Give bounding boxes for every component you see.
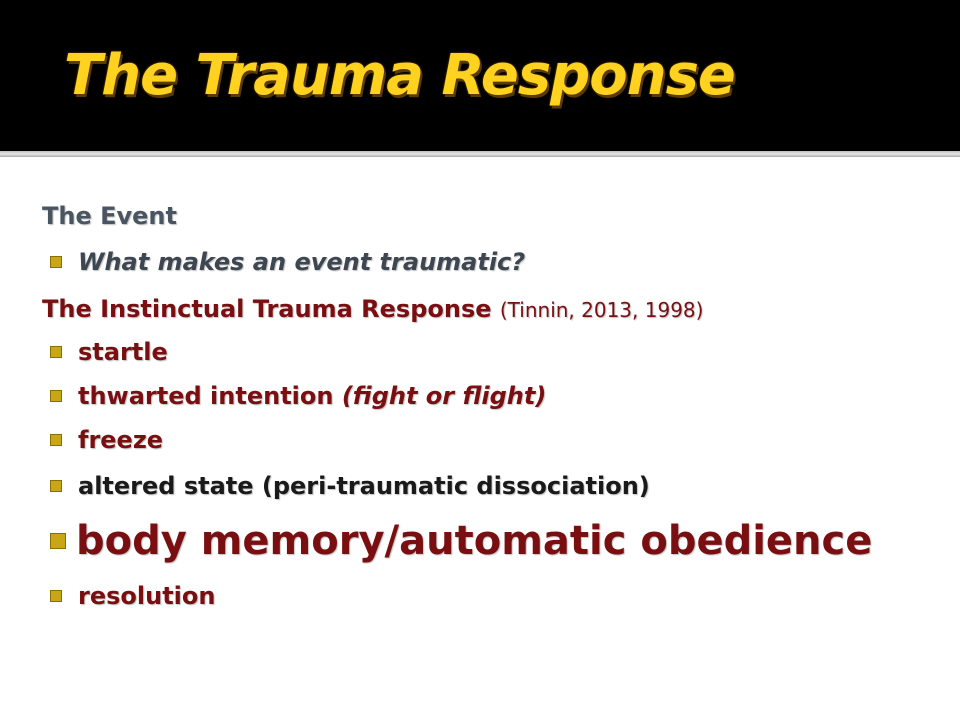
slide-title: The Trauma Response — [64, 43, 735, 108]
item-startle: startle — [78, 338, 168, 366]
item-thwarted-paren: (fight or flight) — [341, 382, 547, 410]
title-bar — [0, 0, 960, 151]
square-bullet-icon — [50, 256, 62, 268]
bullet-body-memory — [50, 518, 872, 564]
citation: (Tinnin, 2013, 1998) — [499, 298, 704, 322]
item-body-memory: body memory/automatic obedience — [76, 518, 873, 564]
bullet-altered — [50, 472, 650, 500]
header-divider — [0, 151, 960, 157]
heading-event: The Event — [42, 202, 177, 230]
item-resolution: resolution — [78, 582, 216, 610]
square-bullet-icon — [50, 480, 62, 492]
item-thwarted-main: thwarted intention — [78, 382, 342, 410]
square-bullet-icon — [50, 590, 62, 602]
heading-itr — [42, 295, 703, 323]
heading-itr-text: The Instinctual Trauma Response — [42, 295, 492, 323]
item-altered: altered state (peri-traumatic dissociation) — [78, 472, 650, 500]
square-bullet-icon — [50, 346, 62, 358]
square-bullet-icon — [50, 390, 62, 402]
bullet-thwarted — [50, 382, 546, 410]
square-bullet-icon — [50, 533, 66, 549]
bullet-event-question — [50, 248, 525, 276]
event-question-text: What makes an event traumatic? — [78, 248, 526, 276]
bullet-resolution — [50, 582, 215, 610]
item-freeze: freeze — [78, 426, 164, 454]
item-thwarted — [78, 382, 546, 410]
bullet-freeze — [50, 426, 163, 454]
bullet-startle — [50, 338, 168, 366]
square-bullet-icon — [50, 434, 62, 446]
